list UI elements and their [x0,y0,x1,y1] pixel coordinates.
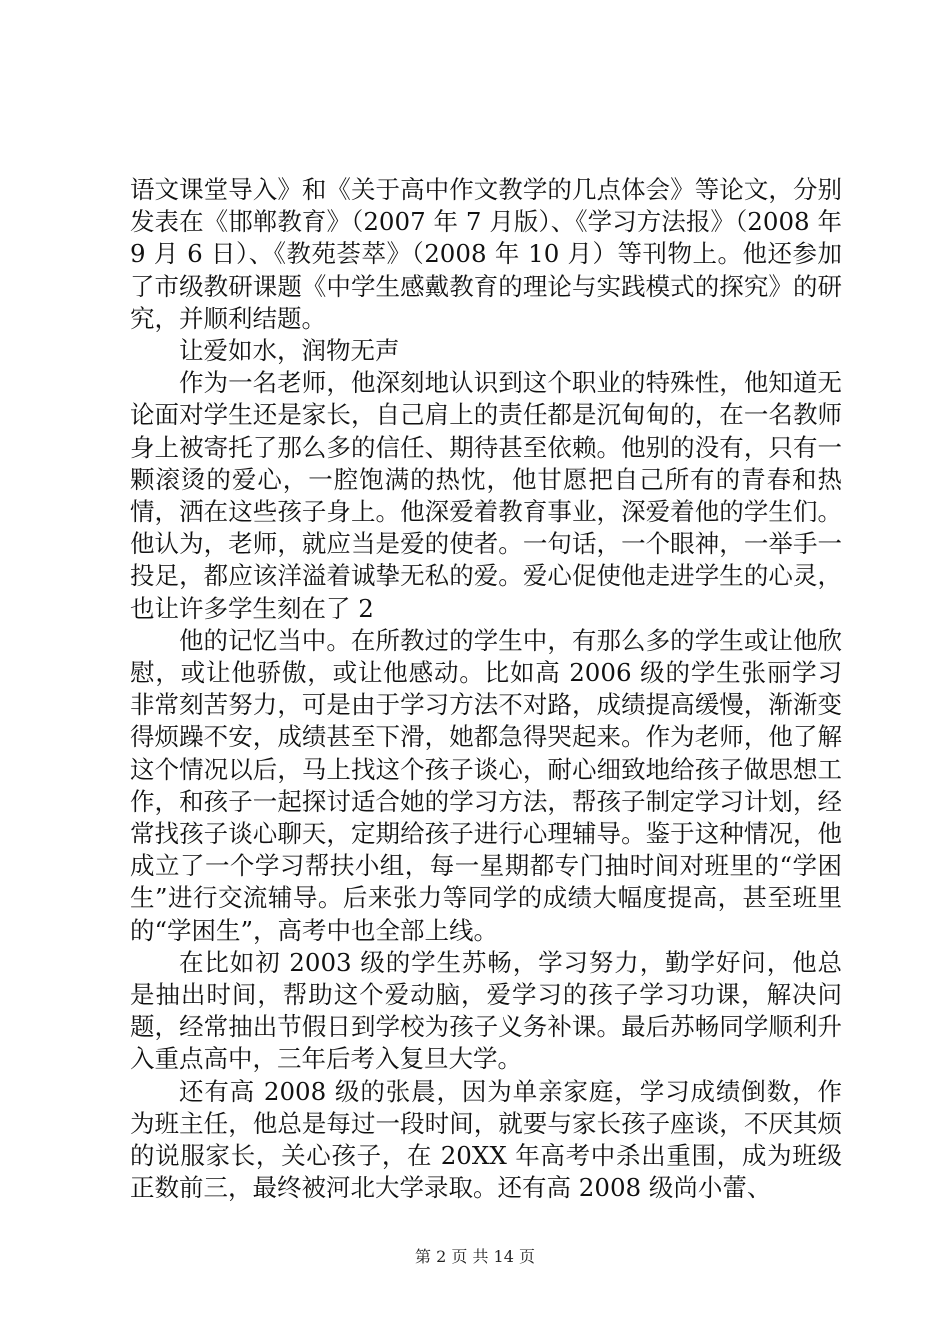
paragraph-student-zhangli: 他的记忆当中。在所教过的学生中，有那么多的学生或让他欣慰，或让他骄傲，或让他感动。比如高 2006 级的学生张丽学习非常刻苦努力，可是由于学习方法不对路，成绩提高缓慢，渐渐变得烦躁不安，成绩甚至下滑，她都急得哭起来。作为老师，他了解这个情况以后，马上找这个孩子谈心，耐心细致地给孩子做思想工作，和孩子一起探讨适合她的学习方法，帮孩子制定学习计划，经常找孩子谈心聊天，定期给孩子进行心理辅导。鉴于这种情况，他成立了一个学习帮扶小组，每一星期都专门抽时间对班里的“学困生”进行交流辅导。后来张力等同学的成绩大幅度提高，甚至班里的“学困生”，高考中也全部上线。 [130,625,842,945]
paragraph-publications: 语文课堂导入》和《关于高中作文教学的几点体会》等论文，分别发表在《邯郸教育》（2007 年 7 月版）、《学习方法报》（2008 年 9 月 6 日）、《教苑荟萃》（2008 年 10 月）等刊物上。他还参加了市级教研课题《中学生感戴教育的理论与实践模式的探究》的研究，并顺利结题。 [130,175,842,333]
page-number-footer: 第 2 页 共 14 页 [415,1247,535,1266]
paragraph-student-suchang: 在比如初 2003 级的学生苏畅，学习努力，勤学好问，他总是抽出时间，帮助这个爱动脑，爱学习的孩子学习功课，解决问题，经常抽出节假日到学校为孩子义务补课。最后苏畅同学顺利升入重点高中，三年后考入复旦大学。 [130,947,842,1074]
section-heading: 让爱如水，润物无声 [179,336,400,366]
paragraph-student-zhangchen: 还有高 2008 级的张晨，因为单亲家庭，学习成绩倒数，作为班主任，他总是每过一段时间，就要与家长孩子座谈，不厌其烦的说服家长，关心孩子，在 20XX 年高考中杀出重围，成为班级正数前三，最终被河北大学录取。还有高 2008 级尚小蕾、 [130,1076,842,1203]
document-body [130,174,842,1205]
paragraph-teacher-love: 作为一名老师，他深刻地认识到这个职业的特殊性，他知道无论面对学生还是家长，自己肩上的责任都是沉甸甸的，在一名教师身上被寄托了那么多的信任、期待甚至依赖。他别的没有，只有一颗滚烫的爱心，一腔饱满的热忱，他甘愿把自己所有的青春和热情，洒在这些孩子身上。他深爱着教育事业，深爱着他的学生们。他认为，老师，就应当是爱的使者。一句话，一个眼神，一举手一投足，都应该洋溢着诚挚无私的爱。爱心促使他走进学生的心灵，也让许多学生刻在了 2 [130,368,842,623]
